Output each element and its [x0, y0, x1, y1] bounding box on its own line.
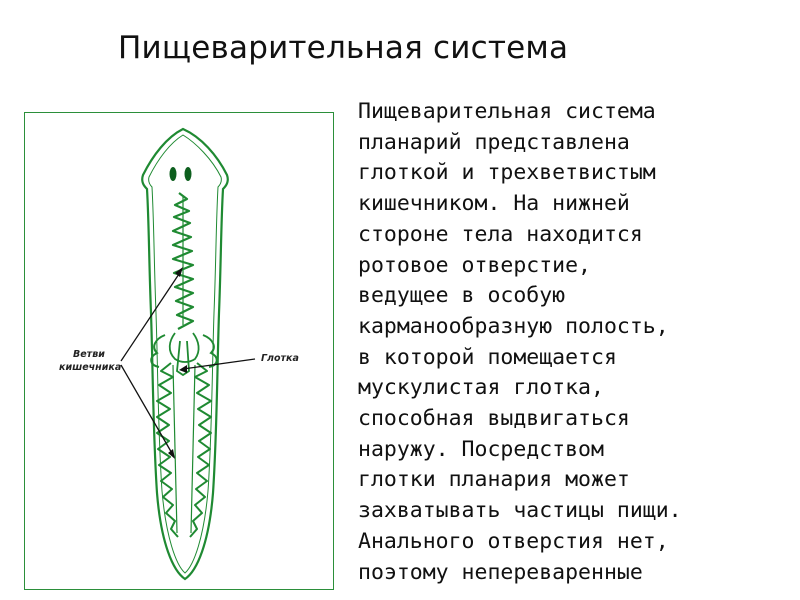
description-line: Пищеварительная система: [358, 99, 656, 124]
description-line: глотки планария может: [358, 467, 630, 493]
description-line: планарий представлена: [358, 129, 630, 155]
left-eyespot: [170, 167, 177, 181]
description-line: кишечником. На нижней: [358, 191, 630, 217]
label-pharynx: Глотка: [261, 353, 299, 364]
description-line: поэтому непереваренные: [358, 559, 643, 585]
description-line: стороне тела находится: [358, 221, 643, 247]
pharynx-pocket: [170, 333, 199, 362]
right-posterior-intestine-core: [191, 365, 195, 533]
description-line: мускулистая глотка,: [358, 375, 604, 401]
description-line: ротовое отверстие,: [358, 252, 591, 278]
left-posterior-intestine-core: [173, 365, 177, 533]
label-intestine-branches-line1: Ветви: [73, 349, 105, 360]
slide-title: Пищеварительная система: [118, 30, 569, 66]
label-intestine-branches-line2: кишечника: [59, 362, 122, 373]
planarian-figure: [24, 112, 334, 590]
right-eyespot: [185, 167, 192, 181]
description-line: ведущее в особую: [358, 283, 566, 309]
description-line: способная выдвигаться: [358, 406, 630, 432]
pointer-line-lower-branch: [121, 365, 173, 455]
description-line: Анального отверстия нет,: [358, 528, 669, 554]
description-line: наружу. Посредством: [358, 436, 604, 462]
description-line: в которой помещается: [358, 344, 617, 370]
description-line: глоткой и трехветвистым: [358, 160, 656, 186]
description-text: [358, 97, 798, 588]
pointer-arrowhead-pharynx: [179, 365, 187, 373]
description-line: карманообразную полость,: [358, 313, 669, 339]
planarian-diagram: [25, 113, 335, 591]
right-lobe: [203, 335, 217, 367]
description-line: захватывать частицы пищи.: [358, 498, 682, 524]
